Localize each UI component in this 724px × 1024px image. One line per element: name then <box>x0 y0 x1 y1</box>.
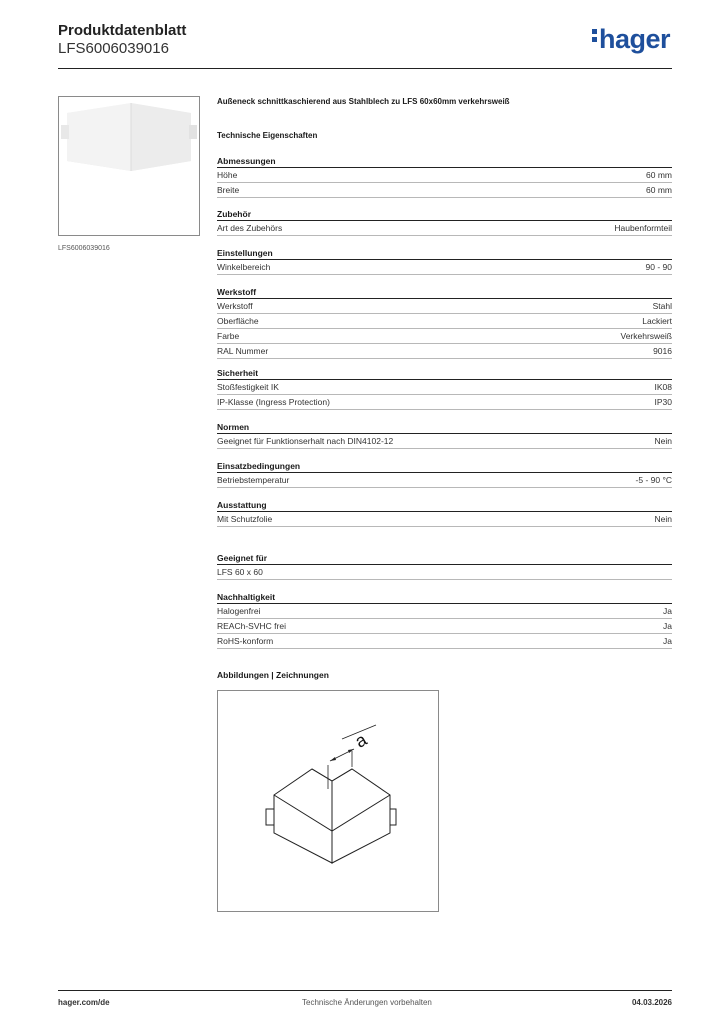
spec-row: Oberfläche Lackiert <box>217 314 672 329</box>
footer-date: 04.03.2026 <box>631 998 672 1007</box>
product-image <box>58 96 200 236</box>
header-title: Produktdatenblatt <box>58 22 187 39</box>
spec-row: Höhe 60 mm <box>217 168 672 183</box>
tech-properties-title: Technische Eigenschaften <box>217 131 318 140</box>
hager-logo: hager <box>592 26 670 53</box>
section-title: Nachhaltigkeit <box>217 592 672 604</box>
spec-row: REACh-SVHC frei Ja <box>217 619 672 634</box>
spec-row: RAL Nummer 9016 <box>217 344 672 359</box>
spec-row: Betriebstemperatur -5 - 90 °C <box>217 473 672 488</box>
section-geeignet-fuer <box>217 551 672 580</box>
spec-row: Art des Zubehörs Haubenformteil <box>217 221 672 236</box>
header-product-code: LFS6006039016 <box>58 40 169 57</box>
section-abmessungen <box>217 154 672 198</box>
drawings-title: Abbildungen | Zeichnungen <box>217 670 329 680</box>
section-title: Normen <box>217 422 672 434</box>
section-title: Geeignet für <box>217 553 672 565</box>
section-zubehoer <box>217 207 672 236</box>
header-divider <box>58 68 672 69</box>
footer-divider <box>58 990 672 991</box>
section-title: Einsatzbedingungen <box>217 461 672 473</box>
spec-row: Geeignet für Funktionserhalt nach DIN4102-12 Nein <box>217 434 672 449</box>
spec-row: Mit Schutzfolie Nein <box>217 512 672 527</box>
dimension-label: a <box>351 729 371 752</box>
product-description: Außeneck schnittkaschierend aus Stahlblech zu LFS 60x60mm verkehrsweiß <box>217 97 510 106</box>
technical-drawing <box>217 690 439 912</box>
spec-row: RoHS-konform Ja <box>217 634 672 649</box>
footer-disclaimer: Technische Änderungen vorbehalten <box>302 998 432 1007</box>
section-title: Ausstattung <box>217 500 672 512</box>
spec-row: Breite 60 mm <box>217 183 672 198</box>
spec-row: Winkelbereich 90 - 90 <box>217 260 672 275</box>
section-title: Zubehör <box>217 209 672 221</box>
spec-row: IP-Klasse (Ingress Protection) IP30 <box>217 395 672 410</box>
section-ausstattung <box>217 498 672 527</box>
spec-row: LFS 60 x 60 <box>217 565 672 580</box>
section-sicherheit <box>217 366 672 410</box>
spec-row: Halogenfrei Ja <box>217 604 672 619</box>
section-title: Einstellungen <box>217 248 672 260</box>
section-normen <box>217 420 672 449</box>
section-einsatzbedingungen <box>217 459 672 488</box>
spec-row: Werkstoff Stahl <box>217 299 672 314</box>
section-einstellungen <box>217 246 672 275</box>
spec-row: Farbe Verkehrsweiß <box>217 329 672 344</box>
spec-row: Stoßfestigkeit IK IK08 <box>217 380 672 395</box>
section-title: Werkstoff <box>217 287 672 299</box>
section-werkstoff <box>217 285 672 359</box>
product-image-caption: LFS6006039016 <box>58 245 110 252</box>
section-title: Abmessungen <box>217 156 672 168</box>
section-nachhaltigkeit <box>217 590 672 649</box>
section-title: Sicherheit <box>217 368 672 380</box>
footer-website-link[interactable]: hager.com/de <box>58 998 110 1007</box>
